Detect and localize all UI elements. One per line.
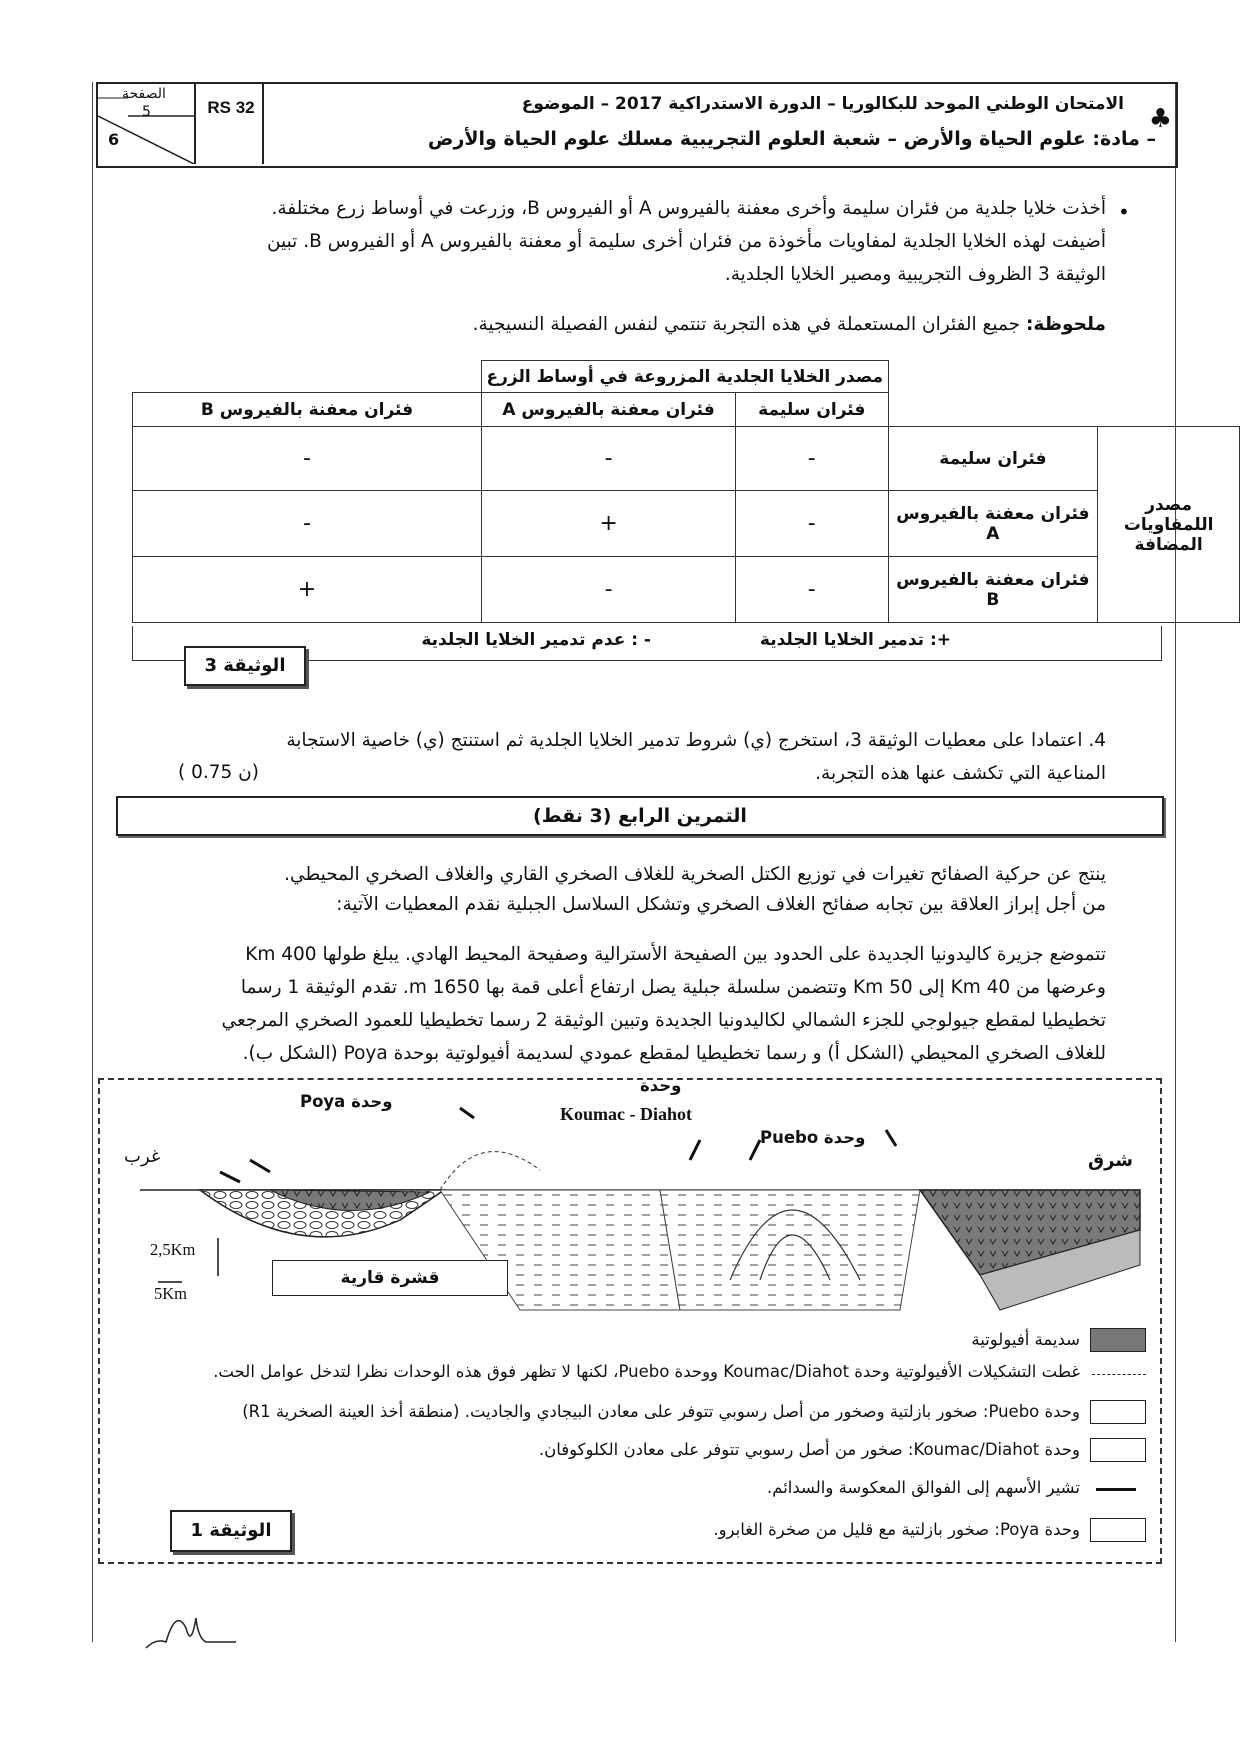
exam-title: الامتحان الوطني الموحد للبكالوريا – الدورة الاستدراكية 2017 – الموضوع <box>521 94 1124 114</box>
legend-erosion: غطت التشكيلات الأفيولوتية وحدة Koumac/Diahot ووحدة Puebo، لكنها لا تظهر فوق هذه الوحدات نظرا لتدخل عوامل الحت. <box>213 1362 1080 1381</box>
ex4-p2-line-1: تتموضع جزيرة كاليدونيا الجديدة على الحدود بين الصفيحة الأسترالية وصفيحة المحيط الهادي. يبلغ طولها 400 Km <box>245 944 1106 965</box>
exam-code: RS 32 <box>200 84 264 164</box>
row-label-healthy: فئران سليمة <box>888 427 1098 491</box>
ex4-p2-line-2: وعرضها من 40 Km إلى 50 Km وتتضمن سلسلة جبلية يصل ارتفاع أعلى قمة بها 1650 m. تقدم الوثيقة 1 رسما <box>240 977 1106 998</box>
doc1-title: الوثيقة 1 <box>170 1510 292 1552</box>
label-poya: وحدة Poya <box>300 1092 393 1111</box>
exam-header <box>96 82 1178 168</box>
puebo-swatch <box>1090 1400 1146 1424</box>
erosion-line-swatch <box>1092 1374 1146 1375</box>
signature <box>136 1598 246 1658</box>
row-group-header: مصدر اللمفاويات المضافة <box>1098 427 1240 623</box>
cell: - <box>736 491 888 557</box>
label-east: شرق <box>1088 1150 1133 1171</box>
cell: - <box>482 557 736 623</box>
col-header-healthy: فئران سليمة <box>736 393 888 427</box>
row-label-virus-b: فئران معفنة بالفيروس B <box>888 557 1098 623</box>
bullet-icon: • <box>1118 200 1130 224</box>
page-number: 5 <box>142 104 151 120</box>
label-koumac: Koumac - Diahot <box>560 1104 692 1124</box>
koumac-swatch <box>1090 1438 1146 1462</box>
page-number-box <box>98 84 196 164</box>
col-group-header: مصدر الخلايا الجلدية المزروعة في أوساط الزرع <box>482 361 888 393</box>
ophiolite-swatch <box>1090 1328 1146 1352</box>
legend-plus: +: تدمير الخلايا الجلدية <box>759 630 951 650</box>
cell: - <box>736 427 888 491</box>
cell: + <box>482 491 736 557</box>
club-icon: ♣ <box>1148 104 1172 134</box>
label-puebo: وحدة Puebo <box>760 1128 866 1147</box>
ex4-p2-line-3: تخطيطيا لمقطع جيولوجي للجزء الشمالي لكاليدونيا الجديدة وتبين الوثيقة 2 رسما تخطيطيا للعمود الصخري المرجعي <box>221 1010 1106 1031</box>
cell: - <box>133 491 482 557</box>
exam-subject: – مادة: علوم الحياة والأرض – شعبة العلوم التجريبية مسلك علوم الحياة والأرض <box>427 128 1156 150</box>
label-koumac-top: وحدة <box>640 1076 682 1095</box>
intro-line-3: الوثيقة 3 الظروف التجريبية ومصير الخلايا الجلدية. <box>724 264 1106 285</box>
continental-crust-label: قشرة قارية <box>272 1260 508 1296</box>
doc3-title: الوثيقة 3 <box>184 646 306 686</box>
legend-koumac: وحدة Koumac/Diahot: صخور من أصل رسوبي تتوفر على معادن الكلوكوفان. <box>538 1440 1080 1459</box>
intro-line-1: أخذت خلايا جلدية من فئران سليمة وأخرى معفنة بالفيروس A أو الفيروس B، وزرعت في أوساط زرع مختلفة. <box>271 198 1106 219</box>
page-total: 6 <box>108 130 120 149</box>
cell: - <box>133 427 482 491</box>
question4-line-1: 4. اعتمادا على معطيات الوثيقة 3، استخرج (ي) شروط تدمير الخلايا الجلدية ثم استنتج (ي) خاصية الاستجابة <box>286 730 1106 751</box>
ex4-p2-line-4: للغلاف الصخري المحيطي (الشكل أ) و رسما تخطيطيا لمقطع عمودي لسديمة أفيولوتية بوحدة Poya (الشكل ب). <box>242 1043 1106 1064</box>
ex4-p1-line-2: من أجل إبراز العلاقة بين تجابه صفائح الغلاف الصخري وتشكل السلاسل الجبلية نقدم المعطيات الآتية: <box>336 894 1106 915</box>
arrow-swatch <box>1096 1488 1136 1491</box>
note-text: جميع الفئران المستعملة في هذه التجربة تنتمي لنفس الفصيلة النسيجية. <box>472 314 1021 335</box>
col-header-virus-a: فئران معفنة بالفيروس A <box>482 393 736 427</box>
doc1-figure <box>98 1078 1162 1564</box>
legend-arrows: تشير الأسهم إلى الفوالق المعكوسة والسدائم. <box>766 1478 1080 1497</box>
legend-puebo: وحدة Puebo: صخور بازلتية وصخور من أصل رسوبي تتوفر على معادن البيجادي والجاديت. (منطقة أخذ العينة الصخرية R1) <box>242 1402 1080 1421</box>
cell: + <box>133 557 482 623</box>
legend-poya: وحدة Poya: صخور بازلتية مع قليل من صخرة الغابرو. <box>713 1520 1080 1539</box>
exercise4-title: التمرين الرابع (3 نقط) <box>116 796 1164 836</box>
row-label-virus-a: فئران معفنة بالفيروس A <box>888 491 1098 557</box>
doc3-table <box>132 360 1240 623</box>
cell: - <box>736 557 888 623</box>
poya-swatch <box>1090 1518 1146 1542</box>
col-header-virus-b: فئران معفنة بالفيروس B <box>133 393 482 427</box>
page-label: الصفحة <box>122 86 166 102</box>
note <box>126 308 1106 341</box>
note-label: ملحوظة: <box>1026 314 1106 335</box>
question4-line-2: المناعية التي تكشف عنها هذه التجربة. <box>815 763 1106 784</box>
question4-points: ( 0.75 ن) <box>178 762 259 783</box>
scale-vertical: 2,5Km <box>150 1240 196 1259</box>
cell: - <box>482 427 736 491</box>
legend-ophiolite: سديمة أفيولوتية <box>971 1330 1080 1349</box>
legend-minus: - : عدم تدمير الخلايا الجلدية <box>421 630 651 650</box>
intro-line-2: أضيفت لهذه الخلايا الجلدية لمفاويات مأخوذة من فئران أخرى سليمة أو معفنة بالفيروس A أو الفيروس B. تبين <box>266 231 1106 252</box>
label-west: غرب <box>124 1146 161 1167</box>
scale-horizontal: 5Km <box>154 1284 187 1303</box>
ex4-p1-line-1: ينتج عن حركية الصفائح تغيرات في توزيع الكتل الصخرية للغلاف الصخري القاري والغلاف الصخري المحيطي. <box>284 864 1106 885</box>
